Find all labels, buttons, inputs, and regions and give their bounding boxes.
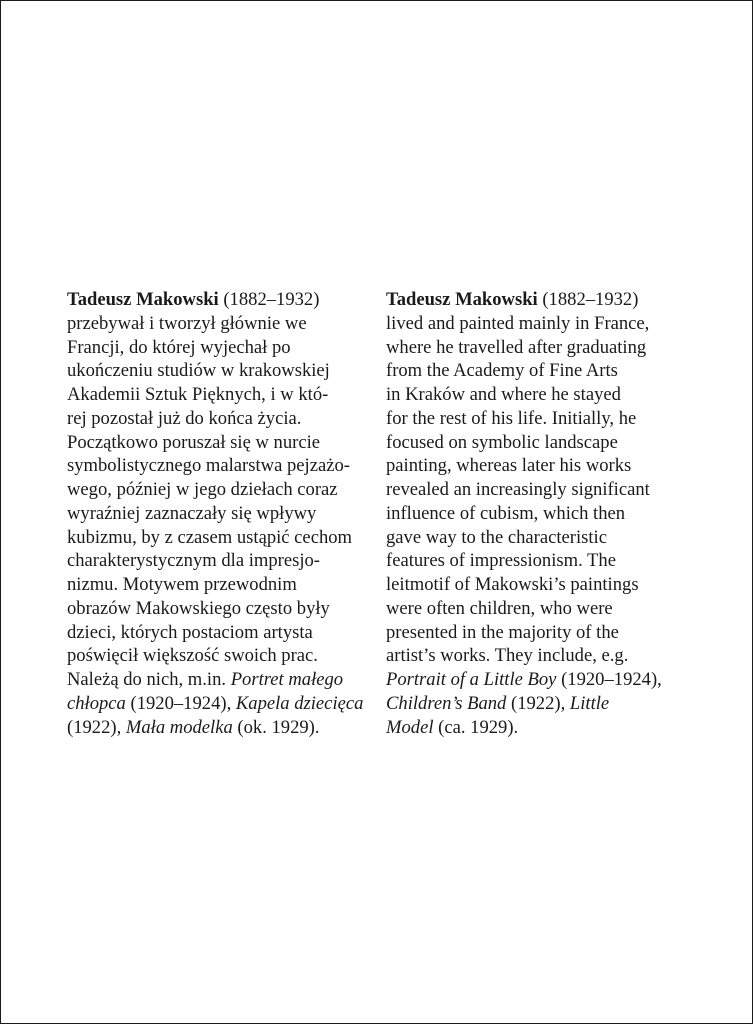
text-run: focused on symbolic landscape: [386, 431, 618, 453]
text-run: obrazów Makowskiego często były: [67, 597, 330, 619]
english-text-line: [386, 478, 711, 502]
text-run: (ca. 1929).: [433, 716, 519, 738]
english-text-line: [386, 692, 711, 716]
text-run: leitmotif of Makowski’s paintings: [386, 574, 639, 595]
text-run: ukończeniu studiów w krakowskiej: [67, 360, 330, 382]
polish-text-line: [67, 716, 367, 740]
text-run: (1922),: [67, 716, 126, 738]
polish-text-line: [67, 312, 367, 336]
english-text-line: [386, 668, 711, 692]
english-text-line: [386, 312, 711, 336]
polish-text-line: [67, 407, 367, 431]
english-text-line: [386, 454, 711, 478]
english-text-line: [386, 336, 711, 360]
text-run: wego, później w jego dziełach coraz: [67, 479, 338, 500]
english-text-column: [386, 288, 711, 739]
text-run: from the Academy of Fine Arts: [386, 360, 618, 382]
text-run: (1920–1924),: [125, 692, 236, 714]
text-run: (1882–1932): [537, 289, 639, 310]
text-run: in Kraków and where he stayed: [386, 384, 621, 405]
polish-text-line: [67, 621, 367, 645]
text-run: (ok. 1929).: [232, 716, 320, 738]
text-run: Początkowo poruszał się w nurcie: [67, 431, 321, 453]
text-run: dzieci, których postaciom artysta: [67, 621, 313, 643]
text-run: Należą do nich, m.in.: [67, 669, 231, 690]
artist-name: Tadeusz Makowski: [67, 289, 219, 310]
english-text-line: [386, 549, 711, 573]
artwork-title: Children’s Band: [386, 692, 507, 714]
text-run: influence of cubism, which then: [386, 502, 626, 524]
text-run: rej pozostał już do końca życia.: [67, 407, 302, 429]
artwork-title: Kapela dziecięca: [235, 692, 364, 714]
artwork-title: Mała modelka: [125, 716, 233, 738]
text-run: for the rest of his life. Initially, he: [386, 407, 637, 429]
polish-text-line: [67, 336, 367, 360]
polish-text-line: [67, 597, 367, 621]
polish-text-line: [67, 526, 367, 550]
english-text-line: [386, 288, 711, 312]
text-run: (1920–1924),: [556, 669, 662, 690]
text-run: were often children, who were: [386, 597, 613, 619]
english-text-line: [386, 431, 711, 455]
text-run: presented in the majority of the: [386, 621, 619, 643]
english-text-line: [386, 526, 711, 550]
text-run: wyraźniej zaznaczały się wpływy: [67, 502, 317, 524]
english-text-line: [386, 407, 711, 431]
english-text-line: [386, 502, 711, 526]
polish-text-line: [67, 502, 367, 526]
text-run: features of impressionism. The: [386, 550, 616, 572]
text-run: poświęcił większość swoich prac.: [67, 645, 318, 667]
text-run: przebywał i tworzył głównie we: [67, 312, 307, 334]
english-text-line: [386, 383, 711, 407]
text-run: Akademii Sztuk Pięknych, i w któ-: [67, 384, 329, 405]
text-run: where he travelled after graduating: [386, 336, 647, 358]
polish-text-line: [67, 573, 367, 597]
artwork-title: chłopca: [67, 692, 126, 714]
text-run: lived and painted mainly in France,: [386, 312, 650, 334]
polish-text-line: [67, 431, 367, 455]
polish-text-line: [67, 454, 367, 478]
english-text-line: [386, 359, 711, 383]
english-text-line: [386, 597, 711, 621]
text-run: kubizmu, by z czasem ustąpić cechom: [67, 526, 352, 548]
text-run: revealed an increasingly significant: [386, 479, 650, 500]
text-run: (1922),: [506, 692, 570, 714]
text-run: symbolistycznego malarstwa pejzażo-: [67, 455, 350, 477]
polish-text-line: [67, 478, 367, 502]
text-run: painting, whereas later his works: [386, 455, 632, 477]
text-run: gave way to the characteristic: [386, 526, 607, 548]
polish-text-line: [67, 644, 367, 668]
polish-text-line: [67, 549, 367, 573]
text-run: artist’s works. They include, e.g.: [386, 645, 629, 667]
artist-name: Tadeusz Makowski: [386, 289, 538, 310]
polish-text-line: [67, 383, 367, 407]
polish-text-line: [67, 359, 367, 383]
artwork-title: Portrait of a Little Boy: [386, 669, 557, 690]
english-text-line: [386, 573, 711, 597]
english-text-line: [386, 621, 711, 645]
artwork-title: Portret małego: [230, 669, 344, 690]
artwork-title: Little: [569, 692, 610, 714]
polish-text-line: [67, 692, 367, 716]
polish-text-line: [67, 668, 367, 692]
text-run: charakterystycznym dla impresjo-: [67, 550, 320, 572]
polish-text-column: [67, 288, 367, 739]
english-text-line: [386, 716, 711, 740]
artwork-title: Model: [386, 716, 434, 738]
text-run: Francji, do której wyjechał po: [67, 336, 291, 358]
polish-text-line: [67, 288, 367, 312]
text-run: nizmu. Motywem przewodnim: [67, 574, 297, 595]
text-run: (1882–1932): [218, 289, 320, 310]
english-text-line: [386, 644, 711, 668]
